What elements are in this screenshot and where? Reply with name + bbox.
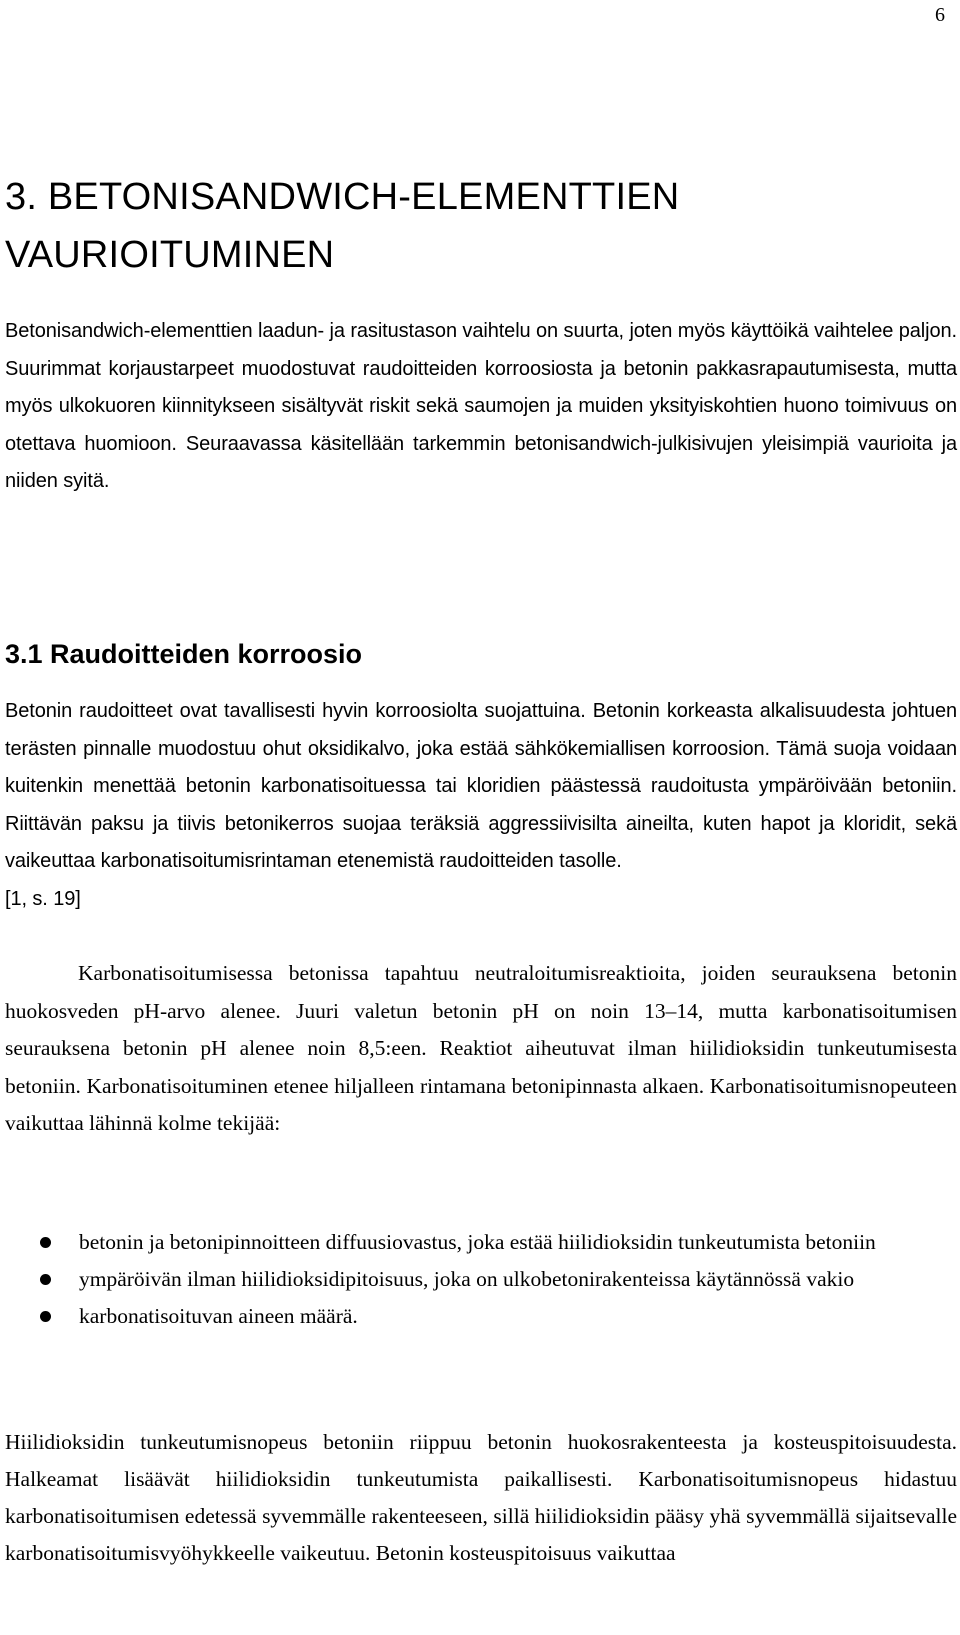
list-item	[0, 1298, 960, 1335]
list-item	[0, 1224, 960, 1261]
list-item-text: ympäröivän ilman hiilidioksidipitoisuus, joka on ulkobetonirakenteissa käytännössä vakio	[79, 1267, 855, 1291]
corrosion-paragraph-text: Betonin raudoitteet ovat tavallisesti hyvin korroosiolta suojattuina. Betonin korkeasta alkalisuudesta johtuen terästen pinnalle muodostuu ohut oksidikalvo, joka estää sähkökemiallisen korroosion. Tämä suoja voidaan kuitenkin menettää betonin karbonatisoituessa tai kloridien päästessä raudoitusta ympäröivään betoniin. Riittävän paksu ja tiivis betonikerros suojaa teräksiä aggressiivisilta aineilta, kuten hapot ja kloridit, sekä vaikeuttaa karbonatisoitumisrintaman etenemistä raudoitteiden tasolle.	[5, 700, 957, 873]
intro-paragraph: Betonisandwich-elementtien laadun- ja rasitustason vaihtelu on suurta, joten myös käyttöikä vaihtelee paljon. Suurimmat korjaustarpeet muodostuvat raudoitteiden korroosiosta ja betonin pakkasrapautumisesta, mutta myös ulkokuoren kiinnitykseen sisältyvät riskit sekä saumojen ja muiden yksityiskohtien huono toimivuus on otettava huomioon. Seuraavassa käsitellään tarkemmin betonisandwich-julkisivujen yleisimpiä vaurioita ja niiden syitä.	[5, 320, 957, 493]
penetration-paragraph: Hiilidioksidin tunkeutumisnopeus betoniin riippuu betonin huokosrakenteesta ja kosteuspitoisuudesta. Halkeamat lisäävät hiilidioksidin tunkeutumista paikallisesti. Karbonatisoitumisnopeus hidastuu karbonatisoitumisen edetessä syvemmälle rakenteeseen, sillä hiilidioksidin pääsy yhä syvemmällä sijaitsevalle karbonatisoitumisvyöhykkeelle vaikeutuu. Betonin kosteuspitoisuus vaikuttaa	[5, 1430, 957, 1565]
corrosion-paragraph	[5, 693, 957, 919]
page-number: 6	[935, 4, 945, 26]
list-item-text: betonin ja betonipinnoitteen diffuusiovastus, joka estää hiilidioksidin tunkeutumista betoniin	[79, 1230, 876, 1254]
carbonation-paragraph: Karbonatisoitumisessa betonissa tapahtuu neutraloitumisreaktioita, joiden seurauksena betonin huokosveden pH-arvo alenee. Juuri valetun betonin pH on noin 13–14, mutta karbonatisoitumisen seurauksena betonin pH alenee noin 8,5:een. Reaktiot aiheutuvat ilman hiilidioksidin tunkeutumisesta betoniin. Karbonatisoituminen etenee hiljalleen rintamana betonipinnasta alkaen. Karbonatisoitumisnopeuteen vaikuttaa lähinnä kolme tekijää:	[5, 961, 957, 1136]
chapter-title: 3. BETONISANDWICH-ELEMENTTIEN VAURIOITUMINEN	[5, 176, 680, 276]
section-title: 3.1 Raudoitteiden korroosio	[5, 639, 363, 669]
bullet-icon	[40, 1311, 51, 1322]
bullet-icon	[40, 1274, 51, 1285]
carbonation-factors-list	[0, 1224, 960, 1335]
bullet-icon	[40, 1237, 51, 1248]
citation-reference: [1, s. 19]	[5, 887, 81, 910]
list-item	[0, 1261, 960, 1298]
list-item-text: karbonatisoituvan aineen määrä.	[79, 1304, 358, 1328]
